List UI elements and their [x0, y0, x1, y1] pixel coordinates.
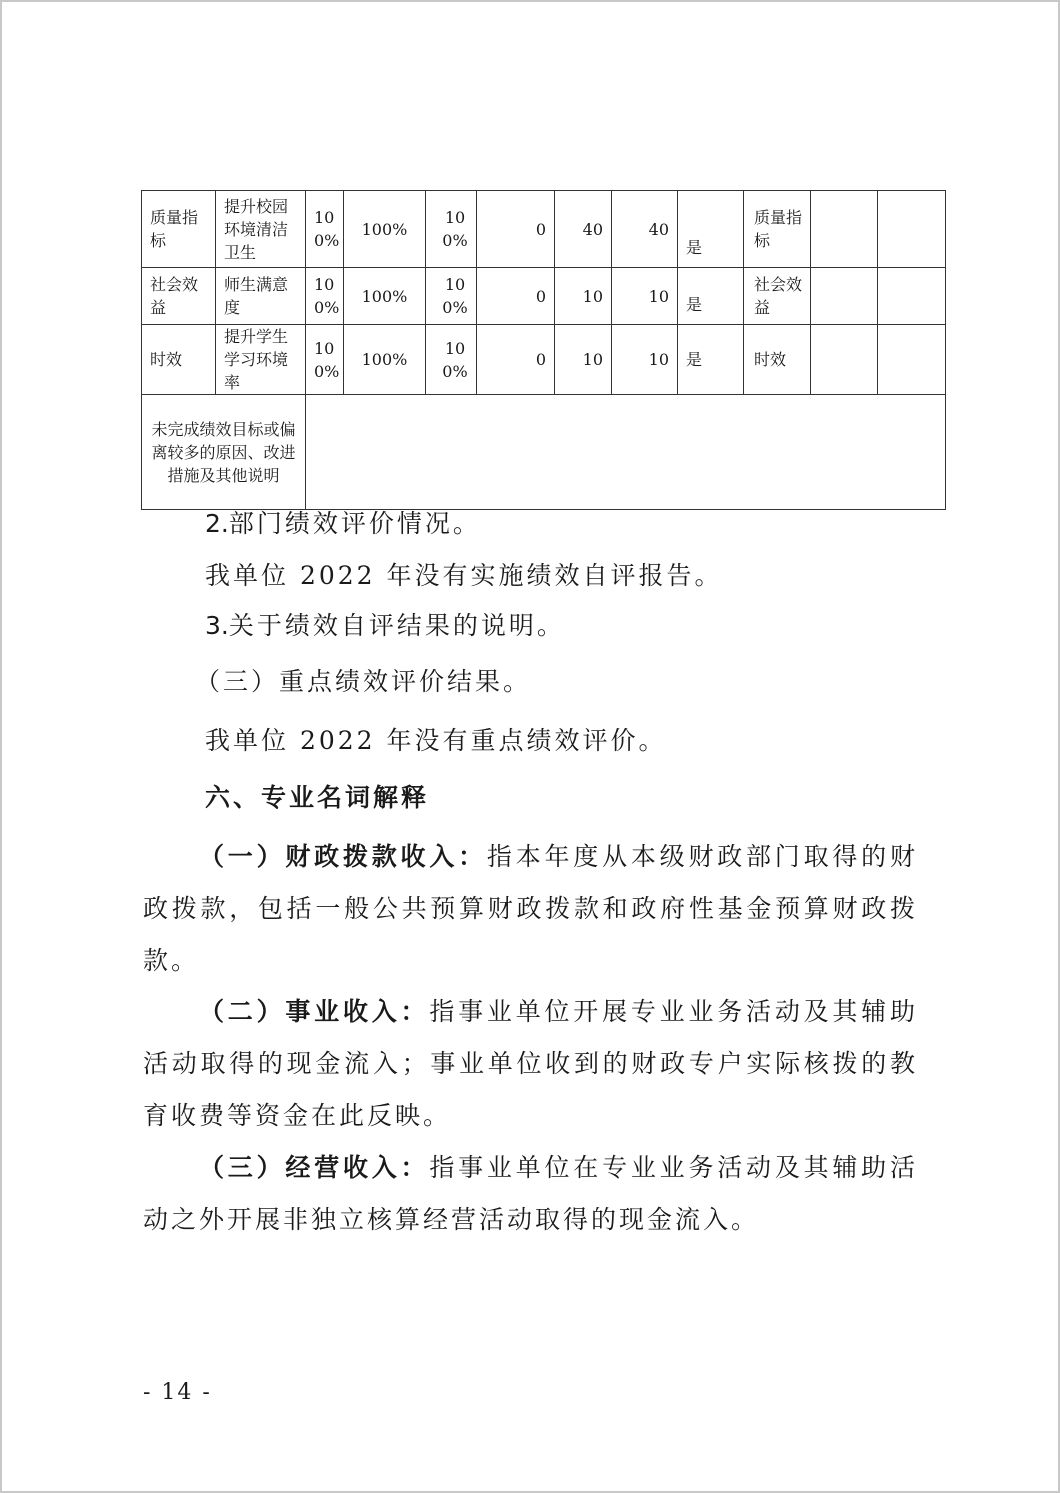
empty-cell: [878, 268, 946, 325]
term-fiscal-appropriation: [143, 831, 918, 987]
table-row: [142, 268, 946, 325]
actual-cell: 100%: [426, 325, 477, 395]
term-label: （二）事业收入：: [199, 997, 430, 1026]
term-label: （一）财政拨款收入：: [199, 842, 487, 871]
note-label-cell: 未完成绩效目标或偏离较多的原因、改进措施及其他说明: [142, 395, 306, 510]
value-cell: 0: [477, 191, 555, 268]
empty-cell: [878, 325, 946, 395]
term-business-income: [143, 986, 918, 1142]
item-cell: 提升学生学习环境率: [216, 325, 306, 395]
value-cell: 40: [555, 191, 612, 268]
value-cell: 0: [477, 325, 555, 395]
term-text: 指事业单位开展专业业务活动及其辅助活动取得的现金流入；事业单位收到的财政专户实际核拨的教育收费等资金在此反映。: [143, 997, 918, 1130]
indicator-cell: 时效: [142, 325, 216, 395]
indicator-cell: 社会效益: [744, 268, 811, 325]
actual-cell: 100%: [426, 191, 477, 268]
value-cell: 40: [612, 191, 678, 268]
term-label: （三）经营收入：: [199, 1153, 430, 1182]
value-cell: 10: [555, 325, 612, 395]
item-cell: 提升校园环境清洁卫生: [216, 191, 306, 268]
target-cell: 100%: [344, 191, 426, 268]
paragraph-key-eval: 我单位 2022 年没有重点绩效评价。: [205, 726, 667, 755]
section-3-heading: 3.关于绩效自评结果的说明。: [205, 611, 565, 640]
empty-cell: [811, 191, 878, 268]
page-number: - 14 -: [143, 1380, 212, 1405]
note-content-cell: [306, 395, 946, 510]
paragraph-self-eval: 我单位 2022 年没有实施绩效自评报告。: [205, 561, 723, 590]
completed-cell: 是: [678, 268, 744, 325]
value-cell: 10: [612, 268, 678, 325]
section-2-heading: 2.部门绩效评价情况。: [205, 509, 481, 538]
empty-cell: [878, 191, 946, 268]
section-6-heading: 六、专业名词解释: [205, 783, 430, 812]
table-row: [142, 395, 946, 510]
target-cell: 100%: [344, 325, 426, 395]
indicator-cell: 社会效益: [142, 268, 216, 325]
item-cell: 师生满意度: [216, 268, 306, 325]
weight-cell: 100%: [306, 325, 344, 395]
term-text: 指事业单位在专业业务活动及其辅助活动之外开展非独立核算经营活动取得的现金流入。: [143, 1153, 918, 1234]
completed-cell: 是: [678, 325, 744, 395]
indicator-cell: 质量指标: [142, 191, 216, 268]
value-cell: 0: [477, 268, 555, 325]
value-cell: 10: [555, 268, 612, 325]
term-operating-income: [143, 1142, 918, 1246]
target-cell: 100%: [344, 268, 426, 325]
weight-cell: 100%: [306, 191, 344, 268]
term-text: 指本年度从本级财政部门取得的财政拨款，包括一般公共预算财政拨款和政府性基金预算财政拨款。: [143, 842, 918, 975]
actual-cell: 100%: [426, 268, 477, 325]
weight-cell: 100%: [306, 268, 344, 325]
empty-cell: [811, 325, 878, 395]
empty-cell: [811, 268, 878, 325]
completed-cell: 是: [678, 191, 744, 268]
key-eval-heading: （三）重点绩效评价结果。: [195, 667, 532, 696]
table-row: [142, 191, 946, 268]
table-row: [142, 325, 946, 395]
indicator-cell: 质量指标: [744, 191, 811, 268]
performance-table: [141, 190, 946, 510]
value-cell: 10: [612, 325, 678, 395]
indicator-cell: 时效: [744, 325, 811, 395]
